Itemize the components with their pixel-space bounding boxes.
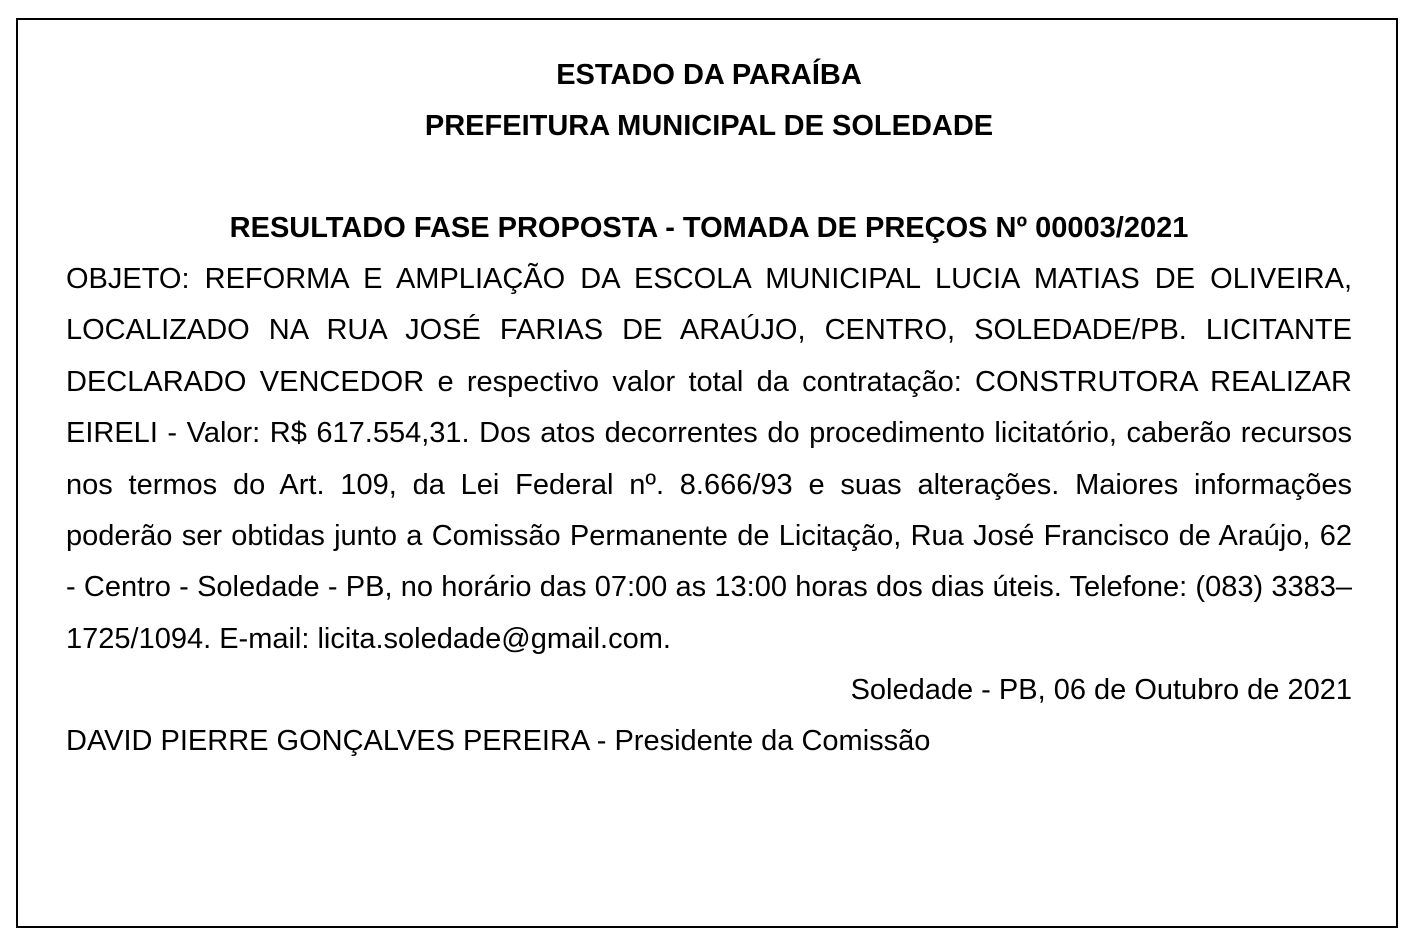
notice-title: RESULTADO FASE PROPOSTA - TOMADA DE PREÇOS Nº 00003/2021 [229,212,1189,244]
notice-body: OBJETO: REFORMA E AMPLIAÇÃO DA ESCOLA MUNICIPAL LUCIA MATIAS DE OLIVEIRA, LOCALIZADO NA RUA JOSÉ FARIAS DE ARAÚJO, CENTRO, SOLEDADE/PB. LICITANTE DECLARADO VENCEDOR e respectivo valor total da contratação: CONSTRUTORA REALIZAR EIRELI - Valor: R$ 617.554,31. Dos atos decorrentes do procedimento licitatório, caberão recursos nos termos do Art. 109, da Lei Federal nº. 8.666/93 e suas alterações. Maiores informações poderão ser obtidas junto a Comissão Permanente de Licitação, Rua José Francisco de Araújo, 62 - Centro - Soledade - PB, no horário das 07:00 as 13:00 horas dos dias úteis. Telefone: (083) 3383–1725/1094. E-mail: licita.soledade@gmail.com. [66,263,1352,655]
state-heading: ESTADO DA PARAÍBA [556,59,862,91]
notice-signature: DAVID PIERRE GONÇALVES PEREIRA - Presidente da Comissão [66,725,931,758]
municipality-heading: PREFEITURA MUNICIPAL DE SOLEDADE [424,110,994,142]
heading-spacer [66,152,1352,203]
notice-content [66,50,1352,767]
notice-date: Soledade - PB, 06 de Outubro de 2021 [850,674,1352,707]
